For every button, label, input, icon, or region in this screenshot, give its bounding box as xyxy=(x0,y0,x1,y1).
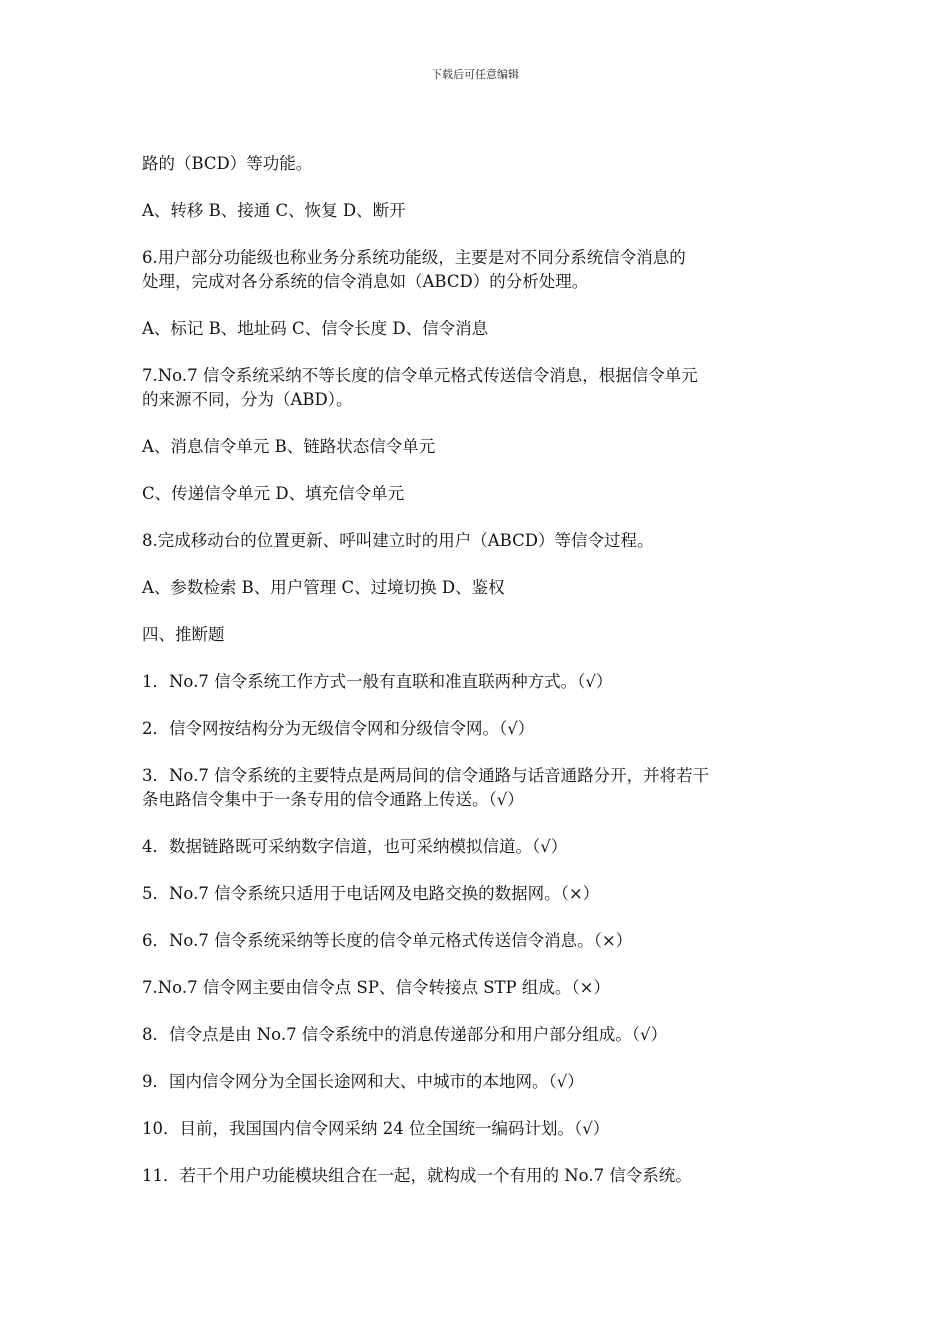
text-line: 四、推断题 xyxy=(142,625,225,644)
text-line: A、转移 B、接通 C、恢复 D、断开 xyxy=(142,201,406,220)
text-line: 6．No.7 信令系统采纳等长度的信令单元格式传送信令消息。（×） xyxy=(142,931,633,950)
paragraph xyxy=(142,435,802,459)
paragraph xyxy=(142,576,802,600)
paragraph xyxy=(142,764,802,812)
section-heading xyxy=(142,623,802,647)
paragraph xyxy=(142,1164,802,1188)
text-line: 11．若干个用户功能模块组合在一起，就构成一个有用的 No.7 信令系统。 xyxy=(142,1166,692,1185)
text-line: 2．信令网按结构分为无级信令网和分级信令网。（√） xyxy=(142,719,535,738)
text-line: C、传递信令单元 D、填充信令单元 xyxy=(142,484,405,503)
text-line: 1．No.7 信令系统工作方式一般有直联和准直联两种方式。（√） xyxy=(142,672,613,691)
text-line: 5．No.7 信令系统只适用于电话网及电路交换的数据网。（×） xyxy=(142,884,600,903)
paragraph xyxy=(142,929,802,953)
paragraph xyxy=(142,364,802,412)
text-line: 9．国内信令网分为全国长途网和大、中城市的本地网。（√） xyxy=(142,1072,584,1091)
paragraph xyxy=(142,717,802,741)
paragraph xyxy=(142,246,802,294)
paragraph xyxy=(142,882,802,906)
text-line: 8．信令点是由 No.7 信令系统中的消息传递部分和用户部分组成。（√） xyxy=(142,1025,668,1044)
text-line: 处理，完成对各分系统的信令消息如（ABCD）的分析处理。 xyxy=(142,272,589,291)
paragraph xyxy=(142,670,802,694)
text-line: 7.No.7 信令系统采纳不等长度的信令单元格式传送信令消息，根据信令单元 xyxy=(142,366,698,385)
paragraph xyxy=(142,199,802,223)
text-line: A、参数检索 B、用户管理 C、过境切换 D、鉴权 xyxy=(142,578,505,597)
text-line: 4．数据链路既可采纳数字信道，也可采纳模拟信道。（√） xyxy=(142,837,568,856)
paragraph xyxy=(142,317,802,341)
paragraph xyxy=(142,1117,802,1141)
text-line: 8.完成移动台的位置更新、呼叫建立时的用户（ABCD）等信令过程。 xyxy=(142,531,654,550)
text-line: 6.用户部分功能级也称业务分系统功能级，主要是对不同分系统信令消息的 xyxy=(142,248,686,267)
text-line: 条电路信令集中于一条专用的信令通路上传送。（√） xyxy=(142,790,524,809)
document-body xyxy=(142,152,802,1211)
paragraph xyxy=(142,1070,802,1094)
text-line: A、标记 B、地址码 C、信令长度 D、信令消息 xyxy=(142,319,489,338)
text-line: 的来源不同，分为（ABD）。 xyxy=(142,390,353,409)
text-line: A、消息信令单元 B、链路状态信令单元 xyxy=(142,437,436,456)
page-header: 下载后可任意编辑 xyxy=(431,68,519,81)
text-line: 路的（BCD）等功能。 xyxy=(142,154,313,173)
paragraph xyxy=(142,152,802,176)
paragraph xyxy=(142,835,802,859)
paragraph xyxy=(142,482,802,506)
paragraph xyxy=(142,529,802,553)
paragraph xyxy=(142,976,802,1000)
text-line: 7.No.7 信令网主要由信令点 SP、信令转接点 STP 组成。（×） xyxy=(142,978,610,997)
text-line: 10．目前，我国国内信令网采纳 24 位全国统一编码计划。（√） xyxy=(142,1119,610,1138)
paragraph xyxy=(142,1023,802,1047)
text-line: 3．No.7 信令系统的主要特点是两局间的信令通路与话音通路分开，并将若干 xyxy=(142,766,710,785)
